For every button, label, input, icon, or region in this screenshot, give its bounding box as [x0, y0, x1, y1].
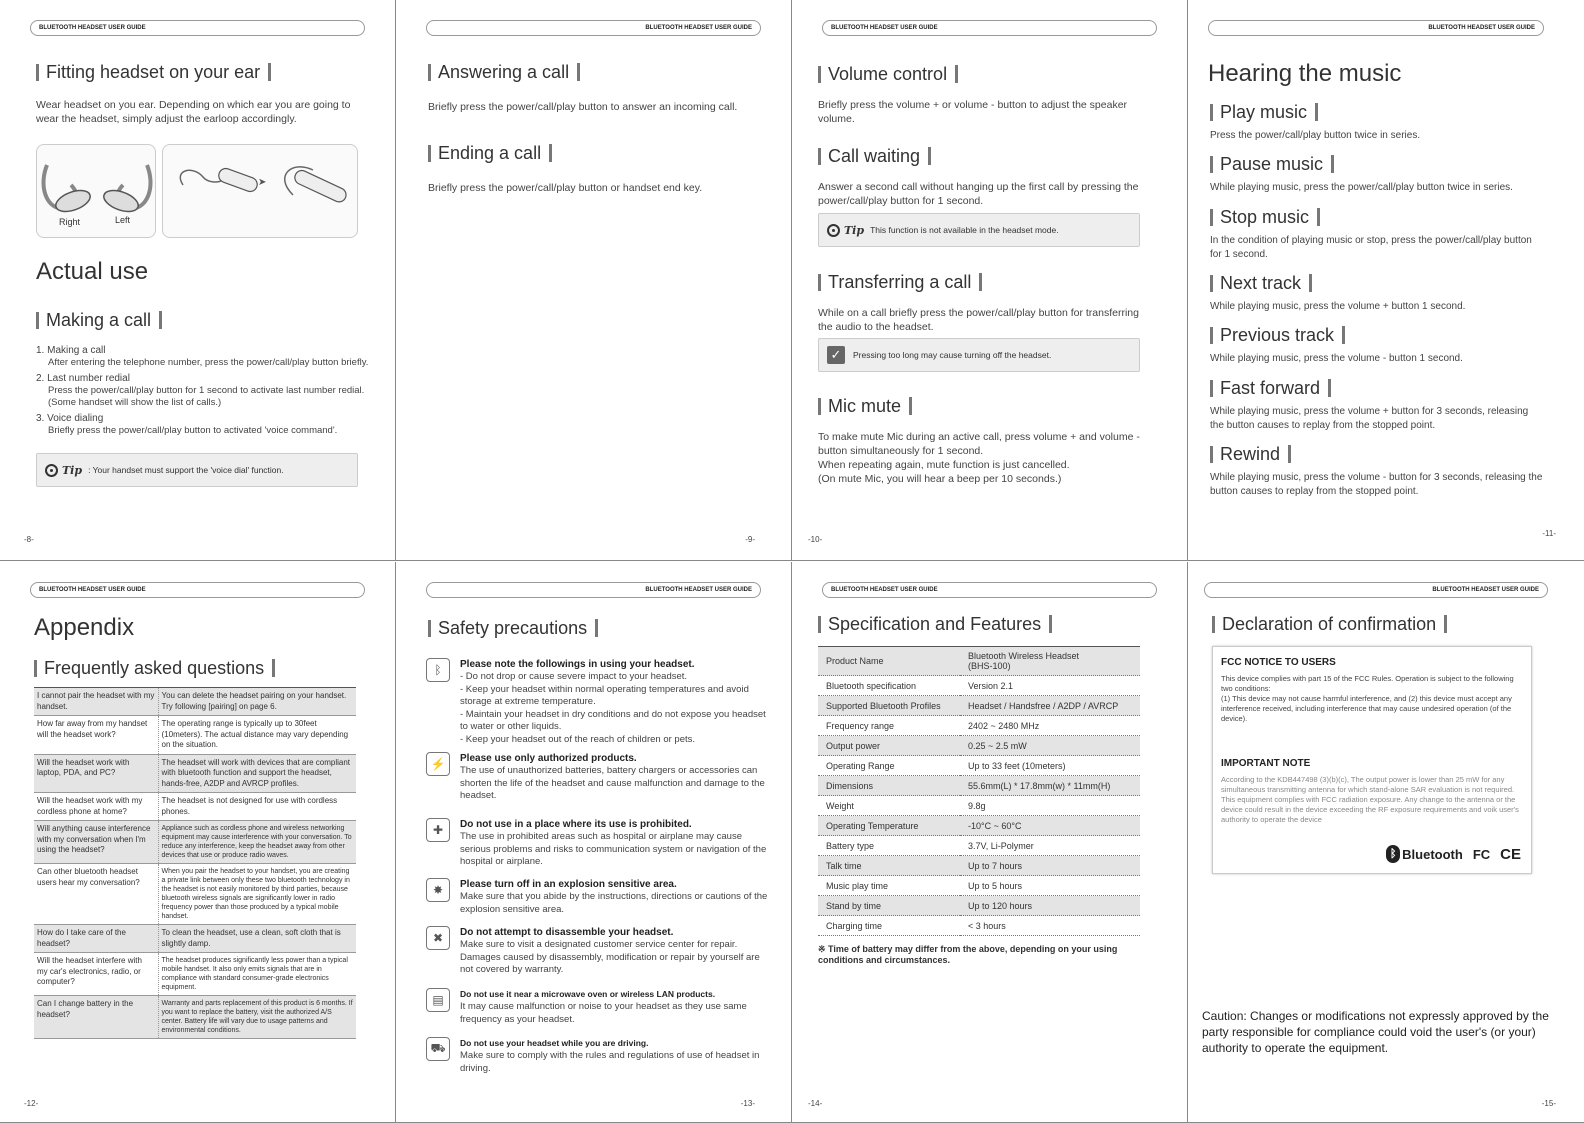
list-item-text: Briefly press the power/call/play button to activated 'voice command'.: [48, 425, 338, 436]
safety-item: [426, 988, 769, 1026]
page-header: BLUETOOTH HEADSET USER GUIDE: [1204, 582, 1548, 598]
page-header: BLUETOOTH HEADSET USER GUIDE: [822, 20, 1157, 36]
page-number: -10-: [808, 535, 823, 544]
spec-key: Product Name: [818, 647, 960, 676]
car-icon: ⛟: [426, 1037, 450, 1061]
spec-value: Up to 5 hours: [960, 876, 1140, 896]
list-item: 3. Voice dialing: [36, 413, 104, 424]
earloop-adjust-illustration: [163, 145, 359, 239]
spec-value: < 3 hours: [960, 916, 1140, 936]
faq-answer: Appliance such as cordless phone and wireless networking equipment may cause interference with your conversation. To reduce any interference, keep the headset away from other devices that use or produce radio waves.: [158, 821, 356, 864]
safety-line: - Keep your headset within normal operating temperatures and avoid storage at extreme temperature.: [460, 683, 749, 707]
faq-answer: Warranty and parts replacement of this product is 6 months. If you want to replace the battery, visit the authorized A/S center. Battery life will vary due to usage patterns and environmental conditions.: [158, 996, 356, 1039]
list-item: 1. Making a call: [36, 345, 106, 356]
spec-value: Up to 120 hours: [960, 896, 1140, 916]
table-row: [34, 953, 356, 996]
bluetooth-icon: ᛒ: [1386, 845, 1400, 863]
spec-key: Bluetooth specification: [818, 676, 960, 696]
faq-answer: To clean the headset, use a clean, soft cloth that is slightly damp.: [158, 925, 356, 953]
list-item-text: Press the power/call/play button for 1 second to activate last number redial. (Some handset will show the list of calls.): [48, 385, 365, 408]
faq-question: Can I change battery in the headset?: [34, 996, 158, 1039]
faq-answer: The headset produces significantly less power than a typical mobile handset. It also only emits signals that are in compliance with standard consumer-grade electronics equipment.: [158, 953, 356, 996]
safety-item-title: Please turn off in an explosion sensitive area.: [460, 879, 677, 890]
list-item-text: After entering the telephone number, press the power/call/play button briefly.: [48, 357, 369, 368]
safety-line: - Maintain your headset in dry conditions and do not expose you headset to water or other liquids.: [460, 708, 766, 732]
table-row: [34, 793, 356, 821]
bluetooth-icon: ᛒ: [426, 658, 450, 682]
tools-icon: ✖: [426, 926, 450, 950]
fcc-notice-title: FCC NOTICE TO USERS: [1221, 657, 1336, 668]
safety-item-title: Please note the followings in using your headset.: [460, 659, 695, 670]
fast-forward-title: Fast forward: [1210, 378, 1331, 399]
safety-line: Make sure to visit a designated customer service center for repair. Damages caused by disassembly, modification or repair by yourself are not covered by warranty.: [460, 939, 760, 975]
spec-table-container: [818, 646, 1140, 936]
page-number: -8-: [24, 535, 34, 544]
spec-value: Bluetooth Wireless Headset (BHS-100): [960, 647, 1140, 676]
page-12: [0, 562, 396, 1123]
spec-key: Talk time: [818, 856, 960, 876]
faq-answer: The operating range is typically up to 30feet (10meters). The actual distance may vary depending on the situation.: [158, 716, 356, 755]
safety-item-title: Do not attempt to disassemble your headset.: [460, 927, 674, 938]
faq-question: How far away from my handset will the headset work?: [34, 716, 158, 755]
tip-text: This function is not available in the headset mode.: [870, 225, 1059, 235]
faq-question: Can other bluetooth headset users hear my conversation?: [34, 864, 158, 925]
page-9: [396, 0, 792, 561]
spec-value: 2402 ~ 2480 MHz: [960, 716, 1140, 736]
faq-answer: The headset will work with devices that are compliant with bluetooth function and support the headset, hands-free, A2DP and AVRCP profiles.: [158, 754, 356, 793]
checkmark-icon: ✓: [827, 346, 845, 364]
page-number: -9-: [745, 535, 755, 544]
spec-key: Supported Bluetooth Profiles: [818, 696, 960, 716]
tip-box: [818, 213, 1140, 247]
transferring-title: Transferring a call: [818, 272, 982, 293]
next-track-text: While playing music, press the volume + button 1 second.: [1210, 301, 1466, 312]
page-15: [1188, 562, 1584, 1123]
safety-item: [426, 1037, 769, 1075]
battery-charger-icon: ⚡: [426, 752, 450, 776]
page-header: BLUETOOTH HEADSET USER GUIDE: [1208, 20, 1544, 36]
spec-key: Dimensions: [818, 776, 960, 796]
page-header: BLUETOOTH HEADSET USER GUIDE: [30, 20, 365, 36]
hearing-music-title: Hearing the music: [1208, 60, 1402, 87]
page-10: [792, 0, 1188, 561]
tip-box: [36, 453, 358, 487]
pause-music-title: Pause music: [1210, 154, 1334, 175]
important-note-title: IMPORTANT NOTE: [1221, 758, 1311, 769]
page-number: -13-: [740, 1099, 755, 1108]
table-row: [818, 676, 1140, 696]
call-waiting-title: Call waiting: [818, 146, 931, 167]
safety-line: - Do not drop or cause severe impact to your headset.: [460, 671, 688, 682]
table-row: [34, 864, 356, 925]
mic-mute-title: Mic mute: [818, 396, 912, 417]
answering-text: Briefly press the power/call/play button to answer an incoming call.: [428, 101, 738, 113]
page-13: [396, 562, 792, 1123]
safety-item: [426, 926, 769, 977]
table-row: [818, 736, 1140, 756]
caution-text: Caution: Changes or modifications not expressly approved by the party responsible for compliance could void the user's (or your) authority to operate the equipment.: [1202, 1009, 1549, 1055]
important-note-text: According to the KDB447498 (3)(b)(c), The output power is lower than 25 mW for any simultaneous transmitting antenna for which stand-alone SAR evaluation is not required. This equipment complies with FCC radiation exposure. Any change to the antenna or the device could result in the device exceeding the RF exposure requirements and voik user's authority to operate the device: [1221, 775, 1519, 824]
tip-icon: Tip: [45, 464, 82, 477]
spec-value: Headset / Handsfree / A2DP / AVRCP: [960, 696, 1140, 716]
page-8: [0, 0, 396, 561]
spec-value: Up to 7 hours: [960, 856, 1140, 876]
safety-item-title: Please use only authorized products.: [460, 753, 637, 764]
spec-value: 9.8g: [960, 796, 1140, 816]
faq-question: Will the headset work with laptop, PDA, and PC?: [34, 754, 158, 793]
spec-value: -10°C ~ 60°C: [960, 816, 1140, 836]
svg-text:➤: ➤: [258, 177, 267, 188]
volume-text: Briefly press the volume + or volume - button to adjust the speaker volume.: [818, 99, 1128, 125]
safety-line: The use of unauthorized batteries, battery chargers or accessories can shorten the life of the headset and cause malfunction and damage to the headset.: [460, 765, 765, 801]
safety-item: [426, 818, 769, 869]
play-music-title: Play music: [1210, 102, 1318, 123]
table-row: [818, 647, 1140, 676]
tip-text: : Your handset must support the 'voice dial' function.: [88, 465, 284, 475]
faq-table-container: [34, 687, 356, 1039]
earloop-adjust-image: [162, 144, 358, 238]
table-row: [818, 916, 1140, 936]
transferring-text: While on a call briefly press the power/call/play button for transferring the audio to the headset.: [818, 307, 1139, 333]
spec-value: 55.6mm(L) * 17.8mm(w) * 11mm(H): [960, 776, 1140, 796]
note-box: [818, 338, 1140, 372]
making-call-list: [36, 345, 373, 437]
table-row: [34, 996, 356, 1039]
safety-item-title: Do not use your headset while you are driving.: [460, 1038, 649, 1048]
spec-key: Stand by time: [818, 896, 960, 916]
tip-icon: Tip: [827, 224, 864, 237]
faq-question: Will the headset interfere with my car's electronics, radio, or computer?: [34, 953, 158, 996]
next-track-title: Next track: [1210, 273, 1312, 294]
play-music-text: Press the power/call/play button twice in series.: [1210, 130, 1421, 141]
page-14: [792, 562, 1188, 1123]
faq-question: I cannot pair the headset with my handset.: [34, 688, 158, 716]
call-waiting-text: Answer a second call without hanging up the first call by pressing the power/call/play button for 1 second.: [818, 181, 1139, 207]
faq-title: Frequently asked questions: [34, 658, 275, 679]
explosion-icon: ✸: [426, 878, 450, 902]
page-header: BLUETOOTH HEADSET USER GUIDE: [30, 582, 365, 598]
page-number: -15-: [1541, 1099, 1556, 1108]
note-text: Pressing too long may cause turning off the headset.: [853, 350, 1052, 360]
previous-track-title: Previous track: [1210, 325, 1345, 346]
table-row: [818, 776, 1140, 796]
table-row: [818, 876, 1140, 896]
spec-key: Operating Temperature: [818, 816, 960, 836]
battery-note: ※ Time of battery may differ from the above, depending on your using conditions and circumstances.: [818, 944, 1118, 965]
mic-mute-line: When repeating again, mute function is just cancelled.: [818, 459, 1070, 471]
stop-music-text: In the condition of playing music or stop, press the power/call/play button for 1 second.: [1210, 235, 1532, 260]
faq-answer: When you pair the headset to your handset, you are creating a private link between only these two bluetooth technology in the headset is not easily monitored by third parties, because bluetooth wireless signals are significantly lower in radio frequency power than those produced by a typical mobile handset.: [158, 864, 356, 925]
pause-music-text: While playing music, press the power/call/play button twice in series.: [1210, 182, 1513, 193]
label-right: Right: [59, 217, 81, 227]
headset-left-right-illustration: [37, 145, 157, 239]
faq-question: Will anything cause interference with my conversation when I'm using the headset?: [34, 821, 158, 864]
fcc-logo: FC: [1472, 846, 1491, 862]
stop-music-title: Stop music: [1210, 207, 1320, 228]
spec-value: Version 2.1: [960, 676, 1140, 696]
faq-table: [34, 687, 356, 1039]
safety-item-title: Do not use in a place where its use is prohibited.: [460, 819, 692, 830]
table-row: [34, 754, 356, 793]
making-call-title: Making a call: [36, 310, 162, 331]
faq-question: How do I take care of the headset?: [34, 925, 158, 953]
spec-key: Operating Range: [818, 756, 960, 776]
safety-item-title: Do not use it near a microwave oven or wireless LAN products.: [460, 989, 716, 999]
page-11: [1188, 0, 1584, 561]
page-number: -14-: [808, 1099, 823, 1108]
safety-line: The use in prohibited areas such as hospital or airplane may cause serious problems and risks to communication system or navigation of the hospital or airplane.: [460, 831, 767, 867]
table-row: [34, 925, 356, 953]
microwave-icon: ▤: [426, 988, 450, 1012]
rewind-text: While playing music, press the volume - button for 3 seconds, releasing the button causes to replay from the stopped point.: [1210, 472, 1543, 497]
table-row: [818, 816, 1140, 836]
spec-value: 0.25 ~ 2.5 mW: [960, 736, 1140, 756]
ear-fitting-image: [36, 144, 156, 238]
fast-forward-text: While playing music, press the volume + button for 3 seconds, releasing the button causes to replay from the stopped point.: [1210, 406, 1529, 431]
page-header: BLUETOOTH HEADSET USER GUIDE: [426, 582, 761, 598]
spec-key: Music play time: [818, 876, 960, 896]
page-number: -12-: [24, 1099, 39, 1108]
safety-line: It may cause malfunction or noise to your headset as they use same frequency as your headset.: [460, 1001, 747, 1025]
safety-item: [426, 752, 769, 803]
actual-use-title: Actual use: [36, 258, 149, 285]
table-row: [818, 856, 1140, 876]
safety-item: [426, 658, 769, 746]
hospital-icon: ✚: [426, 818, 450, 842]
bluetooth-logo: ᛒ Bluetooth: [1386, 845, 1463, 863]
safety-line: - Keep your headset out of the reach of children or pets.: [460, 733, 696, 745]
safety-line: Make sure to comply with the rules and regulations of use of headset in driving.: [460, 1050, 760, 1074]
table-row: [818, 716, 1140, 736]
table-row: [34, 688, 356, 716]
spec-value: 3.7V, Li-Polymer: [960, 836, 1140, 856]
faq-question: Will the headset work with my cordless phone at home?: [34, 793, 158, 821]
safety-title: Safety precautions: [428, 618, 598, 639]
spec-value: Up to 33 feet (10meters): [960, 756, 1140, 776]
declaration-box: [1212, 646, 1532, 874]
ending-text: Briefly press the power/call/play button or handset end key.: [428, 182, 703, 194]
rewind-title: Rewind: [1210, 444, 1291, 465]
cert-logos: [1386, 845, 1521, 863]
spec-key: Frequency range: [818, 716, 960, 736]
declaration-title: Declaration of confirmation: [1212, 614, 1447, 635]
spec-table: [818, 646, 1140, 936]
fcc-notice-text: This device complies with part 15 of the FCC Rules. Operation is subject to the following two conditions:: [1221, 674, 1514, 693]
page-header: BLUETOOTH HEADSET USER GUIDE: [426, 20, 761, 36]
table-row: [34, 716, 356, 755]
spec-key: Battery type: [818, 836, 960, 856]
faq-answer: You can delete the headset pairing on your handset. Try following [pairing] on page 6.: [158, 688, 356, 716]
safety-item: [426, 878, 769, 916]
spec-key: Output power: [818, 736, 960, 756]
list-item: 2. Last number redial: [36, 373, 130, 384]
faq-answer: The headset is not designed for use with cordless phones.: [158, 793, 356, 821]
ending-title: Ending a call: [428, 143, 552, 164]
volume-title: Volume control: [818, 64, 958, 85]
page-number: -11-: [1542, 529, 1556, 538]
label-left: Left: [115, 215, 131, 225]
table-row: [818, 696, 1140, 716]
fitting-title: Fitting headset on your ear: [36, 62, 271, 83]
spec-title: Specification and Features: [818, 614, 1052, 635]
appendix-title: Appendix: [34, 614, 135, 641]
fcc-notice-text-2: (1) This device may not cause harmful interference, and (2) this device must accept any interference received, including interference that may cause undesired operation (of the device).: [1221, 694, 1512, 723]
table-row: [818, 836, 1140, 856]
table-row: [34, 821, 356, 864]
table-row: [818, 756, 1140, 776]
mic-mute-line: To make mute Mic during an active call, press volume + and volume - button simultaneously for 1 second.: [818, 431, 1140, 457]
spec-key: Charging time: [818, 916, 960, 936]
safety-line: Make sure that you abide by the instructions, directions or cautions of the explosion sensitive area.: [460, 891, 768, 915]
table-row: [818, 796, 1140, 816]
fitting-intro: Wear headset on you ear. Depending on which ear you are going to wear the headset, simply adjust the earloop accordingly.: [36, 99, 351, 125]
page-header: BLUETOOTH HEADSET USER GUIDE: [822, 582, 1157, 598]
answering-title: Answering a call: [428, 62, 580, 83]
table-row: [818, 896, 1140, 916]
ce-logo: CE: [1500, 845, 1521, 863]
mic-mute-text: [818, 430, 1148, 486]
spec-key: Weight: [818, 796, 960, 816]
mic-mute-line: (On mute Mic, you will hear a beep per 10 seconds.): [818, 473, 1062, 485]
previous-track-text: While playing music, press the volume - button 1 second.: [1210, 353, 1463, 364]
